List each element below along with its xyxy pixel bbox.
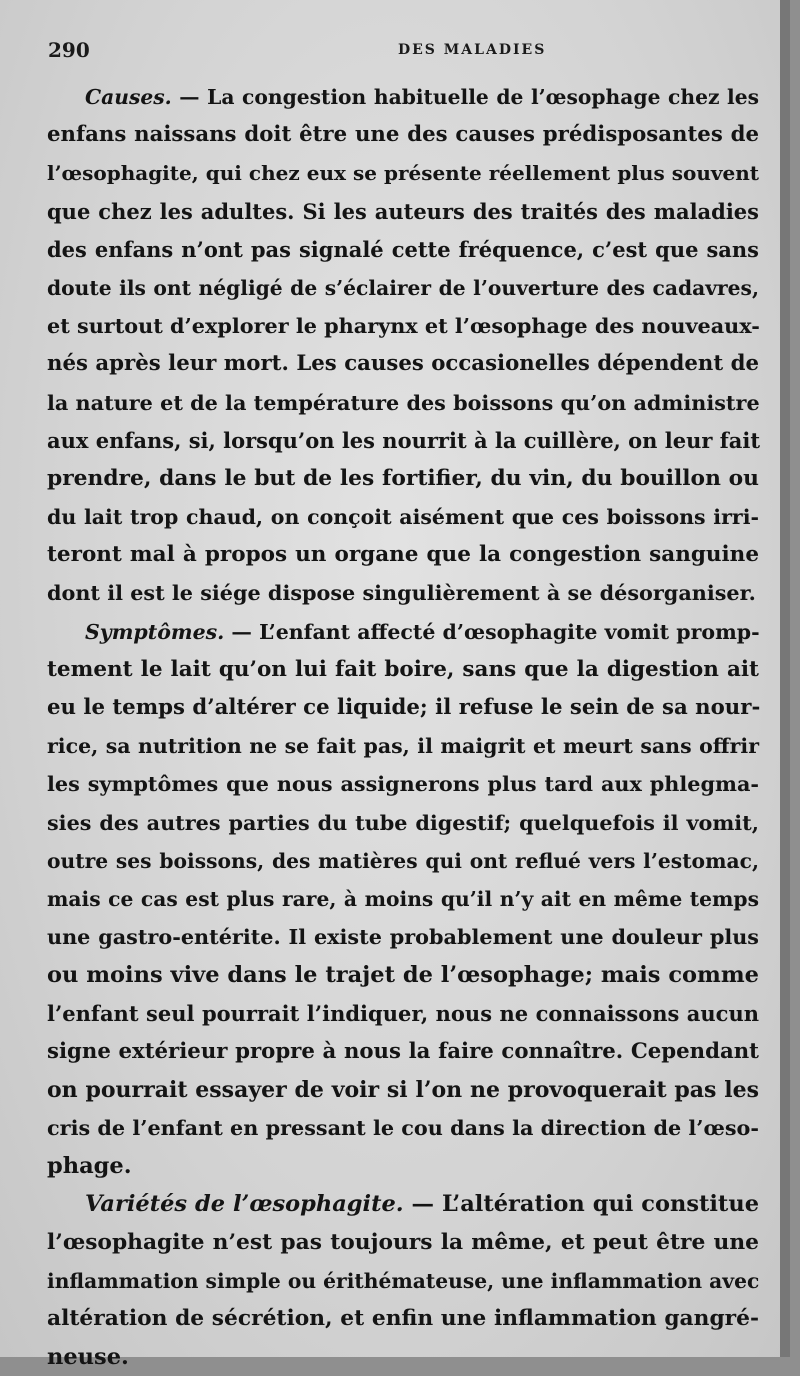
text-line bbox=[47, 613, 759, 651]
line-text: — L’altération qui constitue bbox=[403, 1191, 760, 1218]
text-line bbox=[47, 193, 759, 231]
text-line bbox=[47, 1185, 759, 1223]
section-heading: Causes. bbox=[85, 85, 172, 109]
line-text: aux enfans, si, lorsqu’on les nourrit à la cuillère, on leur fait bbox=[47, 427, 761, 453]
line-text: eu le temps d’altérer ce liquide; il refuse le sein de sa nour- bbox=[47, 695, 761, 720]
text-line bbox=[47, 498, 759, 536]
line-text: outre ses boissons, des matières qui ont reflué vers l’estomac, bbox=[47, 848, 759, 873]
page-edge bbox=[780, 0, 790, 1357]
line-text: — La congestion habituelle de l’œsophage chez les bbox=[171, 85, 759, 109]
line-text: l’œsophagite n’est pas toujours la même, et peut être une bbox=[47, 1229, 759, 1255]
text-line bbox=[47, 116, 759, 154]
page-header bbox=[48, 38, 768, 68]
text-line bbox=[47, 460, 759, 498]
line-text: rice, sa nutrition ne se fait pas, il maigrit et meurt sans offrir bbox=[47, 734, 759, 759]
body-text bbox=[47, 78, 759, 1376]
running-head: DES MALADIES bbox=[398, 42, 547, 58]
line-text: tement le lait qu’on lui fait boire, sans que la digestion ait bbox=[47, 656, 759, 682]
text-line bbox=[47, 1033, 759, 1071]
text-line bbox=[47, 269, 759, 307]
text-line bbox=[47, 956, 759, 994]
line-text: l’enfant seul pourrait l’indiquer, nous ne connaissons aucun bbox=[47, 1000, 759, 1026]
text-line bbox=[47, 1224, 759, 1262]
line-text: neuse. bbox=[47, 1344, 129, 1371]
text-line bbox=[47, 880, 759, 918]
text-line bbox=[47, 842, 759, 880]
line-text: enfans naissans doit être une des causes prédisposantes de bbox=[47, 122, 759, 148]
line-text: cris de l’enfant en pressant le cou dans la direction de l’œso- bbox=[47, 1116, 759, 1141]
line-text: signe extérieur propre à nous la faire connaître. Cependant bbox=[47, 1038, 759, 1064]
text-line bbox=[47, 154, 759, 192]
line-text: les symptômes que nous assignerons plus tard aux phlegma- bbox=[47, 772, 759, 797]
text-line bbox=[47, 1071, 759, 1109]
line-text: une gastro-entérite. Il existe probablement une douleur plus bbox=[47, 925, 759, 950]
text-line bbox=[47, 307, 759, 345]
text-line bbox=[47, 804, 759, 842]
line-text: mais ce cas est plus rare, à moins qu’il n’y ait en même temps bbox=[47, 886, 759, 911]
section-heading: Variétés de l’œsophagite. bbox=[85, 1191, 404, 1218]
text-line bbox=[47, 727, 759, 765]
text-line bbox=[47, 536, 759, 574]
line-text: ou moins vive dans le trajet de l’œsophage; mais comme bbox=[47, 962, 759, 989]
text-line bbox=[47, 918, 759, 956]
line-text: la nature et de la température des boissons qu’on administre bbox=[47, 390, 760, 415]
text-line bbox=[47, 78, 759, 116]
line-text: altération de sécrétion, et enfin une inflammation gangré- bbox=[47, 1306, 759, 1331]
page-number: 290 bbox=[48, 38, 90, 62]
line-text: — L’enfant affecté d’œsophagite vomit promp- bbox=[224, 619, 760, 644]
text-line bbox=[47, 574, 759, 612]
line-text: inflammation simple ou érithémateuse, une inflammation avec bbox=[47, 1268, 760, 1293]
text-line bbox=[47, 995, 759, 1033]
text-line bbox=[47, 765, 759, 803]
line-text: des enfans n’ont pas signalé cette fréquence, c’est que sans bbox=[47, 236, 759, 262]
line-text: sies des autres parties du tube digestif; quelquefois il vomit, bbox=[47, 810, 759, 835]
text-line bbox=[47, 1262, 759, 1300]
line-text: du lait trop chaud, on conçoit aisément que ces boissons irri- bbox=[47, 505, 759, 530]
text-line bbox=[47, 1300, 759, 1338]
text-line bbox=[47, 651, 759, 689]
line-text: nés après leur mort. Les causes occasionelles dépendent de bbox=[47, 351, 759, 377]
text-line bbox=[47, 384, 759, 422]
text-line bbox=[47, 231, 759, 269]
line-text: l’œsophagite, qui chez eux se présente réellement plus souvent bbox=[47, 161, 759, 186]
line-text: on pourrait essayer de voir si l’on ne provoquerait pas les bbox=[47, 1076, 759, 1103]
text-line bbox=[47, 1109, 759, 1147]
line-text: et surtout d’explorer le pharynx et l’œsophage des nouveaux- bbox=[47, 314, 760, 339]
text-line bbox=[47, 1147, 759, 1185]
text-line bbox=[47, 422, 759, 460]
section-heading: Symptômes. bbox=[85, 619, 225, 644]
text-line bbox=[47, 689, 759, 727]
line-text: que chez les adultes. Si les auteurs des traités des maladies bbox=[47, 198, 759, 224]
line-text: prendre, dans le but de les fortifier, du vin, du bouillon ou bbox=[47, 465, 759, 491]
line-text: doute ils ont négligé de s’éclairer de l’ouverture des cadavres, bbox=[47, 275, 759, 300]
line-text: teront mal à propos un organe que la congestion sanguine bbox=[47, 542, 759, 568]
text-line bbox=[47, 1338, 759, 1376]
line-text: dont il est le siége dispose singulièrement à se désorganiser. bbox=[47, 581, 756, 606]
text-line bbox=[47, 345, 759, 383]
line-text: phage. bbox=[47, 1153, 132, 1180]
